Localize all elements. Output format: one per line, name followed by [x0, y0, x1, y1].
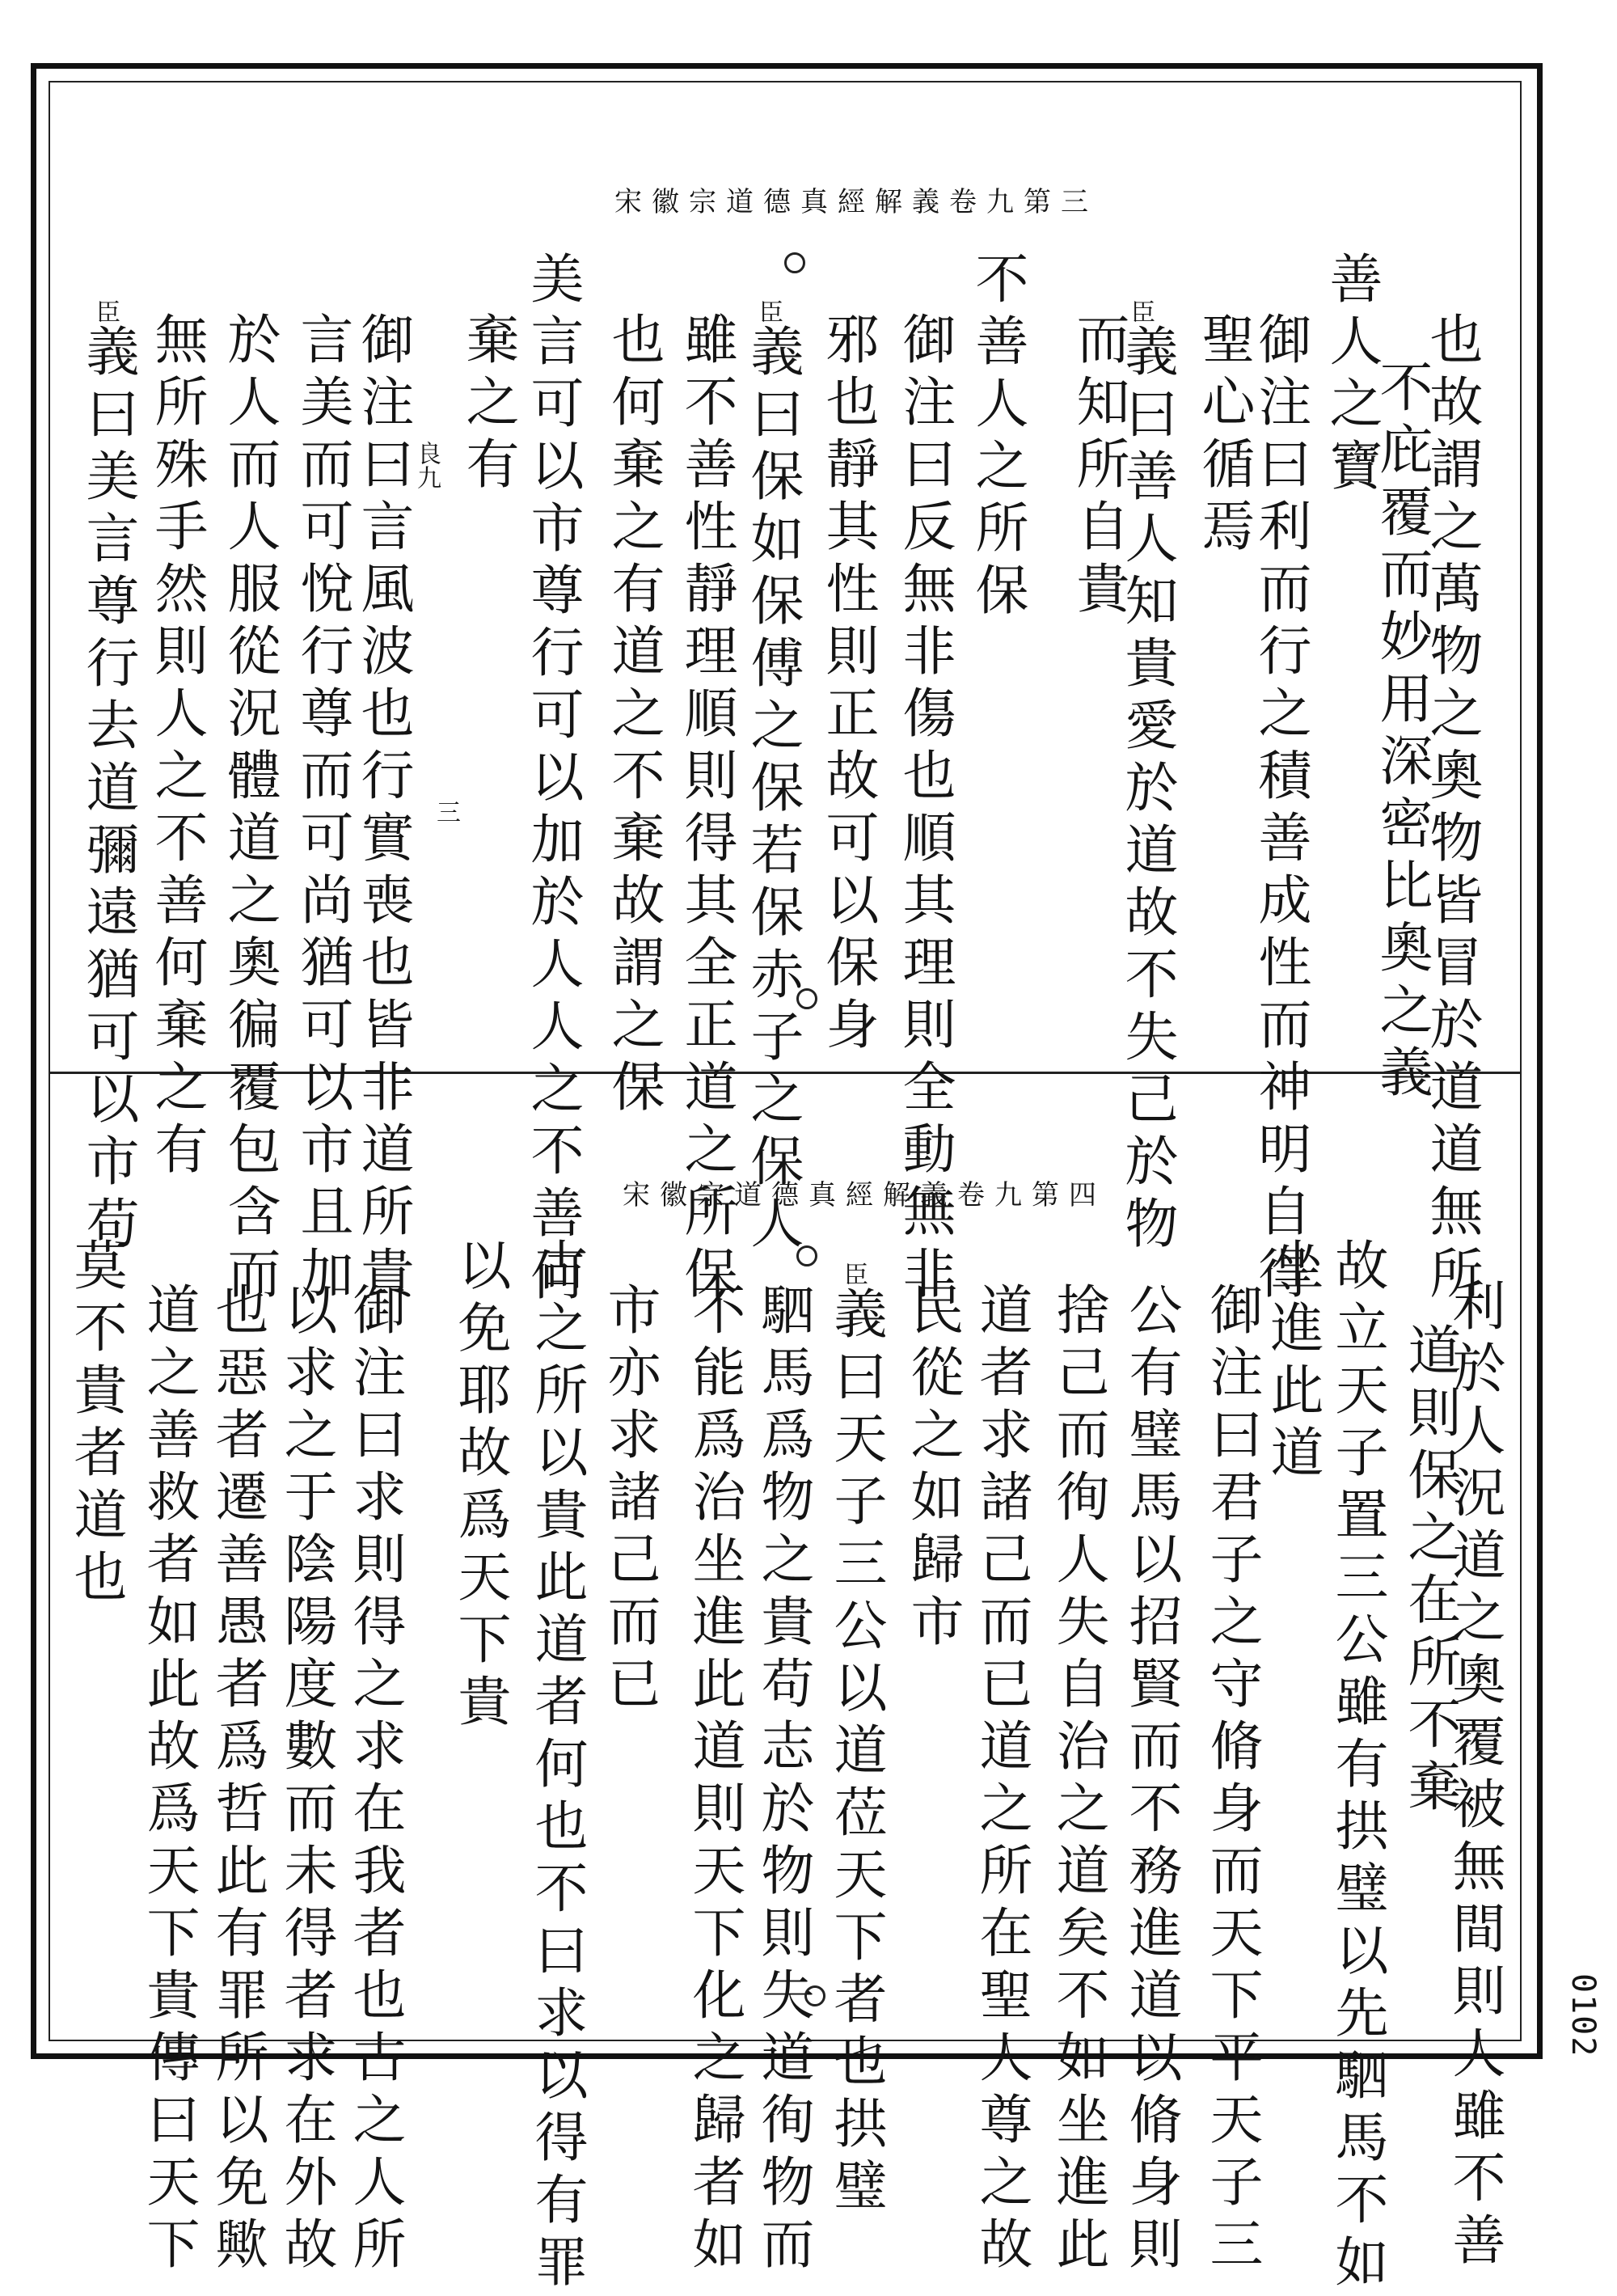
top-side-mark: 良九 — [412, 441, 441, 489]
bottom-col-15: 以免耶故爲天下貴 — [449, 1237, 511, 1736]
bottom-col-14: 古之所以貴此道者何也不曰求以得有罪 — [526, 1237, 588, 2296]
top-col-3: 善人之寶 — [1320, 251, 1383, 500]
top-chen-mark-1: 臣 — [1126, 299, 1155, 325]
bottom-col-2: 道則保之在所不棄 — [1399, 1322, 1461, 1820]
bottom-circle-mark-2 — [804, 1985, 825, 2006]
bottom-col-8: 道者求諸己而已道之所在聖人尊之故 — [970, 1282, 1032, 2278]
bottom-col-1: 利於人況道之奧覆被無間則人雖不善 — [1443, 1278, 1505, 2274]
top-col-4: 御注曰利而行之積善成性而神明自得 — [1249, 311, 1311, 1308]
bottom-col-11: 駟馬爲物之貴苟志於物則失道徇物而 — [752, 1282, 814, 2278]
top-col-16: 御注曰言風波也行實喪也皆非道所貴 — [352, 311, 414, 1308]
bottom-col-4: 坐進此道 — [1261, 1237, 1324, 1486]
top-col-20: 義曰美言尊行去道彌遠猶可以市苟 — [77, 323, 139, 1258]
top-col-13: 也何棄之有道之不棄故謂之保 — [602, 311, 665, 1121]
bottom-col-20: 莫不貴者道也 — [65, 1237, 127, 1611]
bottom-col-3: 故立天子置三公雖有拱璧以先駟馬不如 — [1326, 1237, 1388, 2296]
bottom-col-7: 捨己而徇人失自治之道矣不如坐進此 — [1047, 1282, 1109, 2278]
top-circle-mark-2 — [796, 988, 817, 1009]
bottom-circle-mark-1 — [796, 1245, 817, 1266]
top-col-2: 不庇覆而妙用深密比奧之義 — [1370, 359, 1433, 1106]
top-col-6: 義曰善人知貴愛於道故不失己於物 — [1116, 323, 1178, 1258]
page-number: 0102 — [1564, 1973, 1602, 2058]
top-col-19: 無所殊手然則人之不善何棄之有 — [146, 311, 208, 1183]
top-col-7: 而知所自貴 — [1067, 311, 1129, 623]
top-side-mark-2: 三 — [437, 799, 461, 827]
bottom-col-5: 御注曰君子之守脩身而天下平天子三 — [1201, 1282, 1263, 2278]
top-chen-mark-3: 臣 — [91, 299, 120, 325]
bottom-chen-mark: 臣 — [839, 1262, 868, 1288]
top-col-14: 美言可以市尊行可以加於人人之不善何 — [521, 251, 584, 1309]
top-panel-header: 宋徽宗道德真經解義卷九第三 — [614, 186, 1098, 218]
bottom-col-9: 民從之如歸市 — [901, 1282, 964, 1655]
top-col-17: 言美而可悅行尊而可尚猶可以市且加 — [291, 311, 353, 1308]
bottom-col-17: 以求之于陰陽度數而未得者求在外故 — [275, 1282, 337, 2278]
bottom-col-12: 不能爲治坐進此道則天下化之歸者如 — [683, 1282, 745, 2278]
bottom-col-10: 義曰天子三公以道莅天下者也拱璧 — [825, 1286, 887, 2220]
bottom-col-13: 市亦求諸己而已 — [598, 1282, 661, 1718]
bottom-col-19: 道之善救者如此故爲天下貴傳曰天下 — [137, 1282, 200, 2278]
top-chen-mark-2: 臣 — [754, 299, 783, 325]
top-col-1: 也故謂之萬物之奧物皆冒於道道無所 — [1421, 311, 1483, 1308]
top-col-10: 邪也靜其性則正故可以保身 — [817, 311, 879, 1059]
top-col-9: 御注曰反無非傷也順其理則全動無非 — [893, 311, 956, 1308]
bottom-panel-header: 宋徽宗道德真經解義卷九第四 — [623, 1179, 1106, 1211]
top-col-11: 義曰保如保傅之保若保赤子之保人 — [741, 323, 804, 1258]
top-col-8: 不善人之所保 — [966, 251, 1028, 624]
top-col-15: 棄之有 — [457, 311, 519, 498]
top-col-18: 於人而人服從況體道之奧徧覆包含而 — [218, 311, 281, 1308]
bottom-col-6: 公有璧馬以招賢而不務進道以脩身則 — [1120, 1282, 1182, 2278]
top-circle-mark-1 — [784, 252, 805, 273]
top-col-5: 聖心循焉 — [1193, 311, 1255, 560]
bottom-col-16: 御注曰求則得之求在我者也古之人所 — [344, 1282, 406, 2278]
bottom-col-18: 也惡者遷善愚者爲哲此有罪所以免歟 — [206, 1282, 268, 2278]
top-col-12: 雖不善性靜理順則得其全正道之所保 — [675, 311, 737, 1308]
